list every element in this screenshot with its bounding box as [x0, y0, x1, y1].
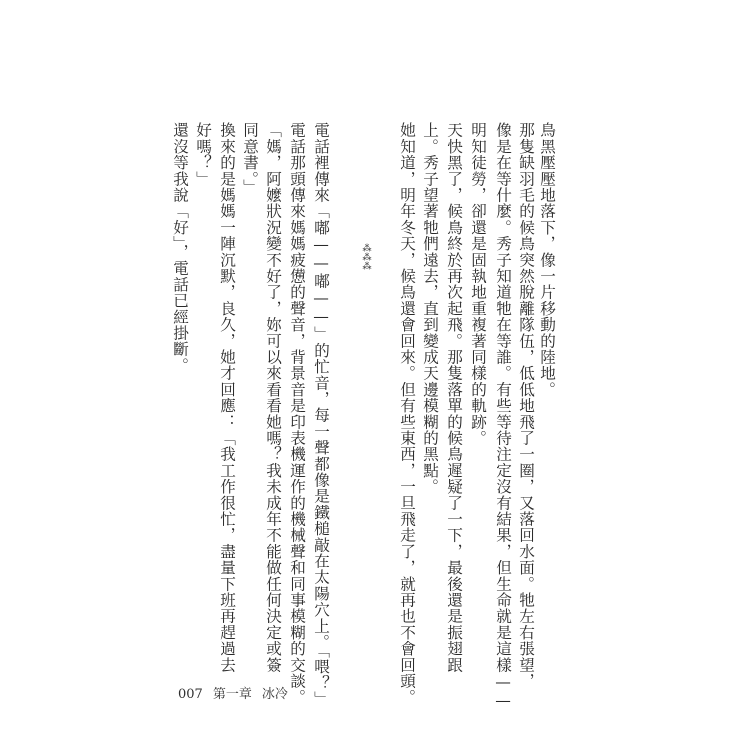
page-footer	[178, 683, 298, 702]
text-column-3: 像是在等什麼。秀子知道牠在等誰。有些等待注定沒有結果，但生命就是這樣——	[494, 122, 512, 710]
chapter-label: 第一章	[212, 687, 252, 702]
text-column-13: 好嗎？」	[194, 122, 212, 187]
text-column-5: 天快黑了，候鳥終於再次起飛。那隻落單的候鳥遲疑了一下，最後還是振翅跟	[445, 122, 463, 673]
text-column-8: 電話裡傳來「嘟——嘟——」的忙音，每一聲都像是鐵槌敲在太陽穴上。「喂？」	[312, 122, 330, 707]
text-column-6: 上。秀子望著牠們遠去，直到變成天邊模糊的黑點。	[421, 122, 439, 495]
text-column-2: 那隻缺羽毛的候鳥突然脫離隊伍，低低地飛了一圈，又落回水面。牠左右張望，	[517, 122, 535, 689]
text-column-7: 她知道，明年冬天，候鳥還會回來。但有些東西，一旦飛走了，就再也不會回頭。	[398, 122, 416, 706]
text-column-12: 換來的是媽媽一陣沉默，良久，她才回應：「我工作很忙，盡量下班再趕過去	[218, 122, 236, 673]
text-column-9: 電話那頭傳來媽媽疲憊的聲音，背景音是印表機運作的機械聲和同事模糊的交談。	[288, 122, 306, 706]
section-separator: ⁂⁂⁂	[362, 244, 372, 271]
text-column-10: 「媽，阿嬤狀況變不好了，妳可以來看看她嗎？我未成年不能做任何決定或簽	[264, 122, 282, 673]
text-column-4: 明知徒勞，卻還是固執地重複著同樣的軌跡。	[469, 122, 487, 446]
text-column-1: 鳥黑壓壓地落下，像一片移動的陸地。	[538, 122, 556, 398]
text-column-11: 同意書。」	[241, 122, 259, 196]
chapter-title: 冰冷	[261, 687, 288, 702]
page-number: 007	[178, 687, 203, 702]
text-column-14: 還沒等我說「好」，電話已經掛斷。	[171, 122, 189, 374]
